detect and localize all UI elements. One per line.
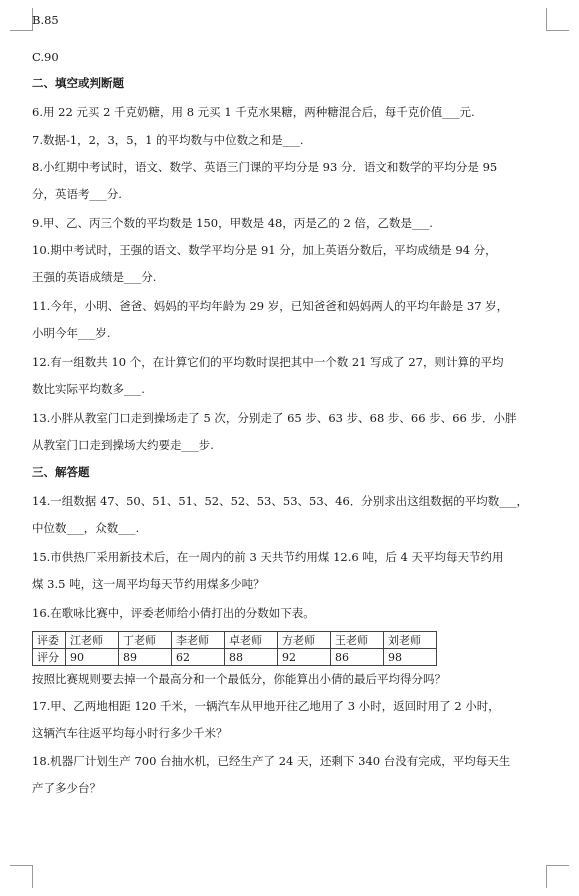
question-14-line-1: 14.一组数据 47、50、51、51、52、52、53、53、53、46．分别求出这组数据的平均数___， [32, 494, 529, 508]
question-6: 6.用 22 元买 2 千克奶糖，用 8 元买 1 千克水果糖，两种糖混合后，每千克价值___元. [32, 105, 475, 119]
score-table [32, 631, 437, 666]
question-10-line-2: 王强的英语成绩是___分. [32, 270, 157, 284]
score-cell: 89 [119, 649, 172, 666]
score-cell: 86 [331, 649, 384, 666]
question-11-line-2: 小明今年___岁. [32, 326, 111, 340]
question-11-line-1: 11.今年，小明、爸爸、妈妈的平均年龄为 29 岁，已知爸爸和妈妈两人的平均年龄是 37 岁， [32, 299, 509, 313]
question-12-line-1: 12.有一组数共 10 个，在计算它们的平均数时误把其中一个数 21 写成了 27，则计算的平均 [32, 355, 504, 369]
option-b: B.85 [32, 13, 59, 27]
crop-mark-top-left [10, 8, 33, 31]
judge-name: 丁老师 [119, 632, 172, 649]
question-7: 7.数据-1，2，3，5，1 的平均数与中位数之和是___. [32, 133, 304, 147]
question-8-line-1: 8.小红期中考试时，语文、数学、英语三门课的平均分是 93 分．语文和数学的平均分是 95 [32, 160, 498, 174]
judge-name: 卓老师 [225, 632, 278, 649]
question-16-line-1: 16.在歌咏比赛中，评委老师给小倩打出的分数如下表。 [32, 606, 315, 620]
crop-mark-bottom-left [10, 865, 33, 888]
judge-name: 李老师 [172, 632, 225, 649]
score-cell: 90 [66, 649, 119, 666]
judge-name: 王老师 [331, 632, 384, 649]
question-18-line-2: 产了多少台？ [32, 781, 101, 795]
question-18-line-1: 18.机器厂计划生产 700 台抽水机，已经生产了 24 天，还剩下 340 台没有完成，平均每天生 [32, 754, 511, 768]
score-cell: 88 [225, 649, 278, 666]
crop-mark-top-right [546, 8, 569, 31]
option-c: C.90 [32, 50, 59, 64]
judge-name: 江老师 [66, 632, 119, 649]
question-10-line-1: 10.期中考试时，王强的语文、数学平均分是 91 分，加上英语分数后，平均成绩是 94 分， [32, 243, 497, 257]
judge-name: 刘老师 [384, 632, 437, 649]
score-cell: 98 [384, 649, 437, 666]
score-table-header-label: 评委 [33, 632, 66, 649]
question-8-line-2: 分，英语考___分. [32, 187, 122, 201]
score-table-header-row [33, 632, 437, 649]
question-14-line-2: 中位数___，众数___. [32, 521, 140, 535]
question-12-line-2: 数比实际平均数多___. [32, 382, 145, 396]
section-3-heading: 三、解答题 [32, 465, 90, 479]
question-15-line-2: 煤 3.5 吨，这一周平均每天节约用煤多少吨？ [32, 577, 265, 591]
question-17-line-2: 这辆汽车往返平均每小时行多少千米？ [32, 726, 228, 740]
question-13-line-2: 从教室门口走到操场大约要走___步. [32, 438, 214, 452]
question-9: 9.甲、乙、丙三个数的平均数是 150，甲数是 48，丙是乙的 2 倍，乙数是___. [32, 216, 433, 230]
section-2-heading: 二、填空或判断题 [32, 76, 124, 90]
score-cell: 62 [172, 649, 225, 666]
score-table-score-row [33, 649, 437, 666]
score-cell: 92 [278, 649, 331, 666]
score-table-score-label: 评分 [33, 649, 66, 666]
question-16-line-2: 按照比赛规则要去掉一个最高分和一个最低分，你能算出小倩的最后平均得分吗？ [32, 672, 446, 686]
question-15-line-1: 15.市供热厂采用新技术后，在一周内的前 3 天共节约用煤 12.6 吨，后 4 天平均每天节约用 [32, 550, 504, 564]
question-13-line-1: 13.小胖从教室门口走到操场走了 5 次，分别走了 65 步、63 步、68 步、66 步、66 步．小胖 [32, 411, 517, 425]
question-17-line-1: 17.甲、乙两地相距 120 千米，一辆汽车从甲地开往乙地用了 3 小时，返回时用了 2 小时， [32, 699, 500, 713]
crop-mark-bottom-right [546, 865, 569, 888]
judge-name: 方老师 [278, 632, 331, 649]
